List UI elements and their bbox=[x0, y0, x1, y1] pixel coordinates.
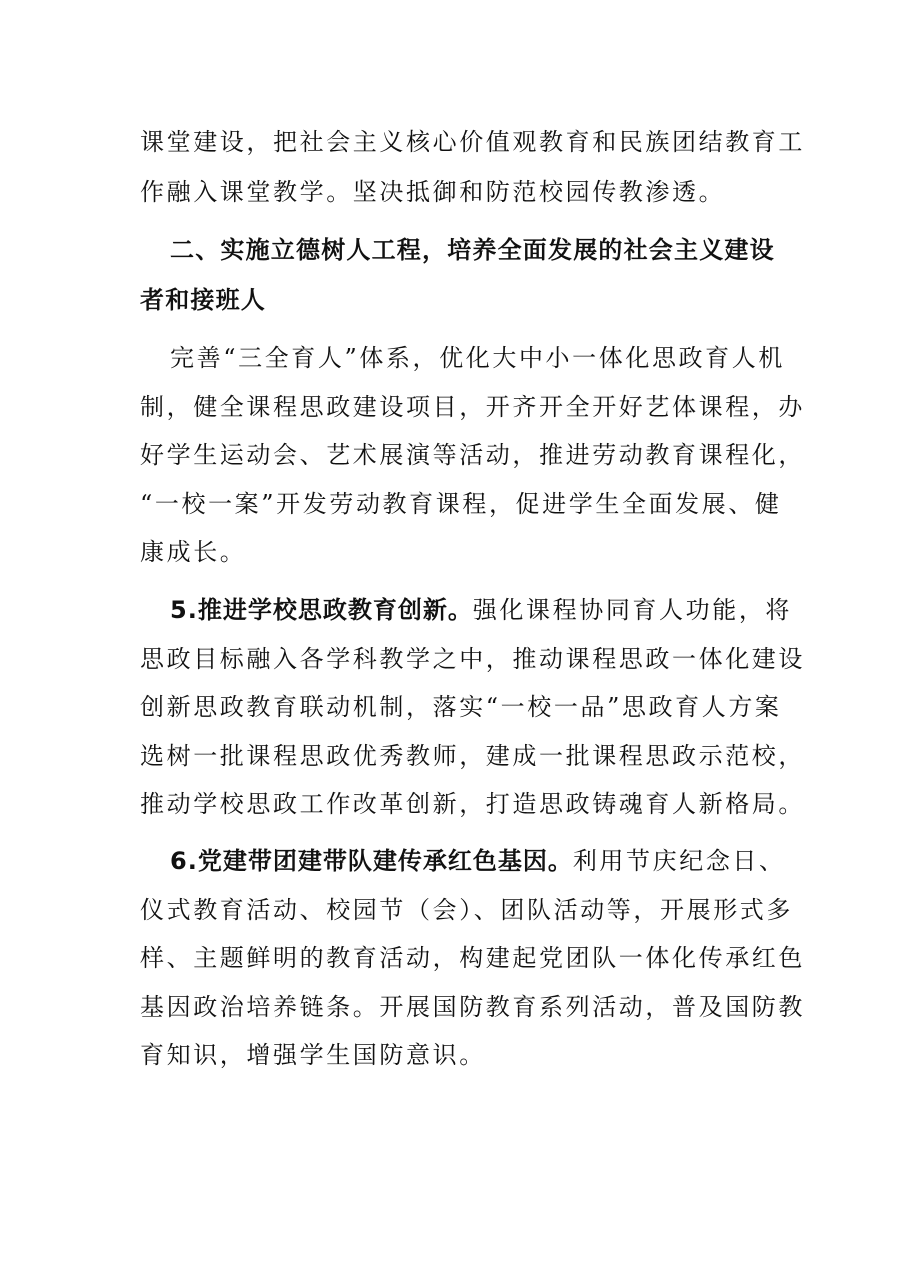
item6-line-5: 育知识，增强学生国防意识。 bbox=[140, 1041, 486, 1069]
item5-first-line bbox=[170, 592, 793, 628]
item6-line-4: 基因政治培养链条。开展国防教育系列活动，普及国防教 bbox=[140, 993, 805, 1021]
intro-line-1: 课堂建设，把社会主义核心价值观教育和民族团结教育工 bbox=[140, 128, 805, 156]
item5-line-4: 选树一批课程思政优秀教师，建成一批课程思政示范校， bbox=[140, 742, 805, 770]
item5-line-2: 思政目标融入各学科教学之中，推动课程思政一体化建设 bbox=[140, 645, 805, 673]
item6-line-2: 仪式教育活动、校园节（会）、团队活动等，开展形式多 bbox=[140, 896, 793, 924]
item6-lead: 6.党建带团建带队建传承红色基因。 bbox=[170, 847, 573, 875]
item6-first-line bbox=[170, 843, 786, 879]
section-heading-line-1: 二、实施立德树人工程，培养全面发展的社会主义建设 bbox=[170, 236, 775, 264]
item5-line-5: 推动学校思政工作改革创新，打造思政铸魂育人新格局。 bbox=[140, 790, 805, 818]
item5-first-line-rest: 强化课程协同育人功能，将 bbox=[472, 596, 793, 624]
sanquan-line-2: 制，健全课程思政建设项目，开齐开全开好艺体课程，办 bbox=[140, 393, 805, 421]
sanquan-line-3: 好学生运动会、艺术展演等活动，推进劳动教育课程化， bbox=[140, 441, 805, 469]
item5-line-3: 创新思政教育联动机制，落实“一校一品”思政育人方案 bbox=[140, 693, 782, 721]
item5-lead: 5.推进学校思政教育创新。 bbox=[170, 596, 473, 624]
sanquan-line-5: 康成长。 bbox=[140, 538, 247, 566]
section-heading-line-2: 者和接班人 bbox=[140, 286, 266, 314]
sanquan-line-4: “一校一案”开发劳动教育课程，促进学生全面发展、健 bbox=[140, 490, 782, 518]
sanquan-line-1: 完善“三全育人”体系，优化大中小一体化思政育人机 bbox=[170, 344, 785, 372]
item6-line-3: 样、主题鲜明的教育活动，构建起党团队一体化传承红色 bbox=[140, 944, 805, 972]
intro-line-2: 作融入课堂教学。坚决抵御和防范校园传教渗透。 bbox=[140, 178, 726, 206]
item6-first-line-rest: 利用节庆纪念日、 bbox=[572, 847, 786, 875]
